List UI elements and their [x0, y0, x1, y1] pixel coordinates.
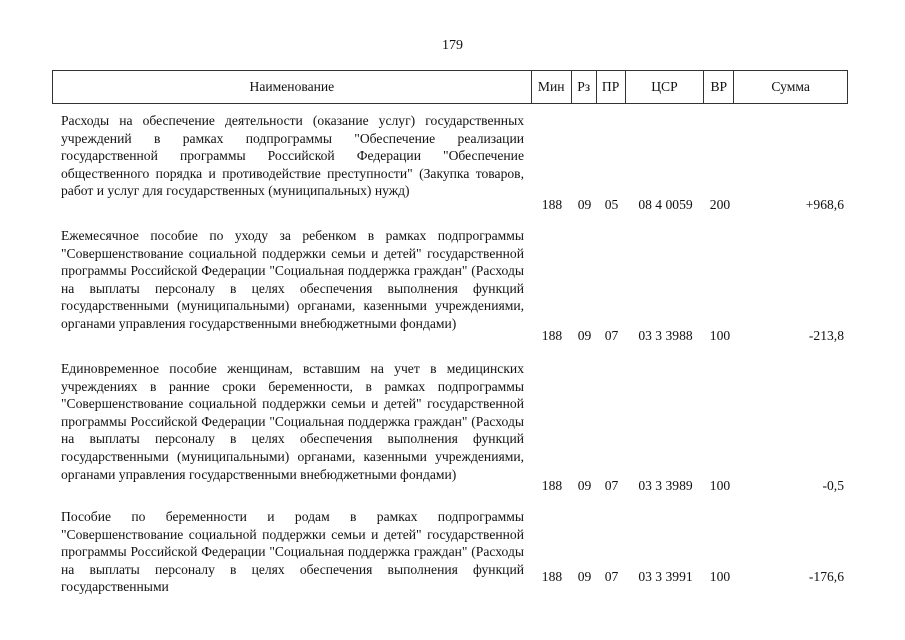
table-row [52, 508, 848, 603]
header-min: Мин [532, 71, 572, 103]
row-name: Ежемесячное пособие по уходу за ребенком в рамках подпрограммы "Совершенствование социальной поддержки семьи и детей" государственной программы Российской Федерации "Социальная поддержка граждан" (Расходы на выплаты персоналу в целях обеспечения выполнения функций государственными (муниципальными) органами, казенными учреждениями, органами управления государственными внебюджетными фондами) [61, 228, 524, 331]
row-pr: 05 [604, 197, 619, 212]
row-vr: 100 [709, 569, 731, 584]
header-name: Наименование [53, 71, 532, 103]
row-sum: +968,6 [805, 197, 844, 212]
table-row [52, 112, 848, 218]
row-rz: 09 [577, 569, 592, 584]
page-number: 179 [442, 38, 463, 53]
row-name: Расходы на обеспечение деятельности (оказание услуг) государственных учреждений в рамках подпрограммы "Обеспечение реализации государственной программы Российской Федерации "Обеспечение общественного порядка и противодействие преступности" (Закупка товаров, работ и услуг для государственных (муниципальных) нужд) [61, 113, 524, 199]
row-rz: 09 [577, 197, 592, 212]
row-name: Пособие по беременности и родам в рамках подпрограммы "Совершенствование социальной поддержки семьи и детей" государственной программы Российской Федерации "Социальная поддержка граждан" (Расходы на выплаты персоналу в целях обеспечения выполнения функций государственными [61, 509, 524, 595]
row-sum: -213,8 [808, 328, 844, 343]
row-pr: 07 [604, 569, 619, 584]
row-name: Единовременное пособие женщинам, вставшим на учет в медицинских учреждениях в ранние сроки беременности, в рамках подпрограммы "Совершенствование социальной поддержки семьи и детей" государственной программы Российской Федерации "Социальная поддержка граждан" (Расходы на выплаты персоналу в целях обеспечения выполнения функций государственными (муниципальными) органами, казенными учреждениями, органами управления государственными внебюджетными фондами) [61, 361, 524, 482]
row-codes [532, 569, 848, 587]
row-vr: 100 [709, 478, 731, 493]
row-vr: 200 [709, 197, 731, 212]
row-rz: 09 [577, 478, 592, 493]
header-rz: Рз [572, 71, 597, 103]
row-csr: 03 3 3988 [638, 328, 693, 343]
table-row [52, 360, 848, 500]
row-pr: 07 [604, 478, 619, 493]
row-pr: 07 [604, 328, 619, 343]
row-csr: 03 3 3989 [638, 478, 693, 493]
header-pr: ПР [597, 71, 626, 103]
header-sum: Сумма [771, 79, 810, 94]
row-min: 188 [541, 328, 563, 343]
row-vr: 100 [709, 328, 731, 343]
table-header [52, 70, 848, 104]
row-min: 188 [541, 478, 563, 493]
row-codes [532, 328, 848, 346]
table-row [52, 227, 848, 351]
header-vr: ВР [704, 71, 734, 103]
row-codes [532, 478, 848, 496]
row-codes [532, 197, 848, 215]
row-sum: -176,6 [808, 569, 844, 584]
row-min: 188 [541, 569, 563, 584]
row-sum: -0,5 [822, 478, 844, 493]
row-csr: 08 4 0059 [638, 197, 693, 212]
header-csr: ЦСР [626, 71, 705, 103]
row-csr: 03 3 3991 [638, 569, 693, 584]
row-rz: 09 [577, 328, 592, 343]
row-min: 188 [541, 197, 563, 212]
